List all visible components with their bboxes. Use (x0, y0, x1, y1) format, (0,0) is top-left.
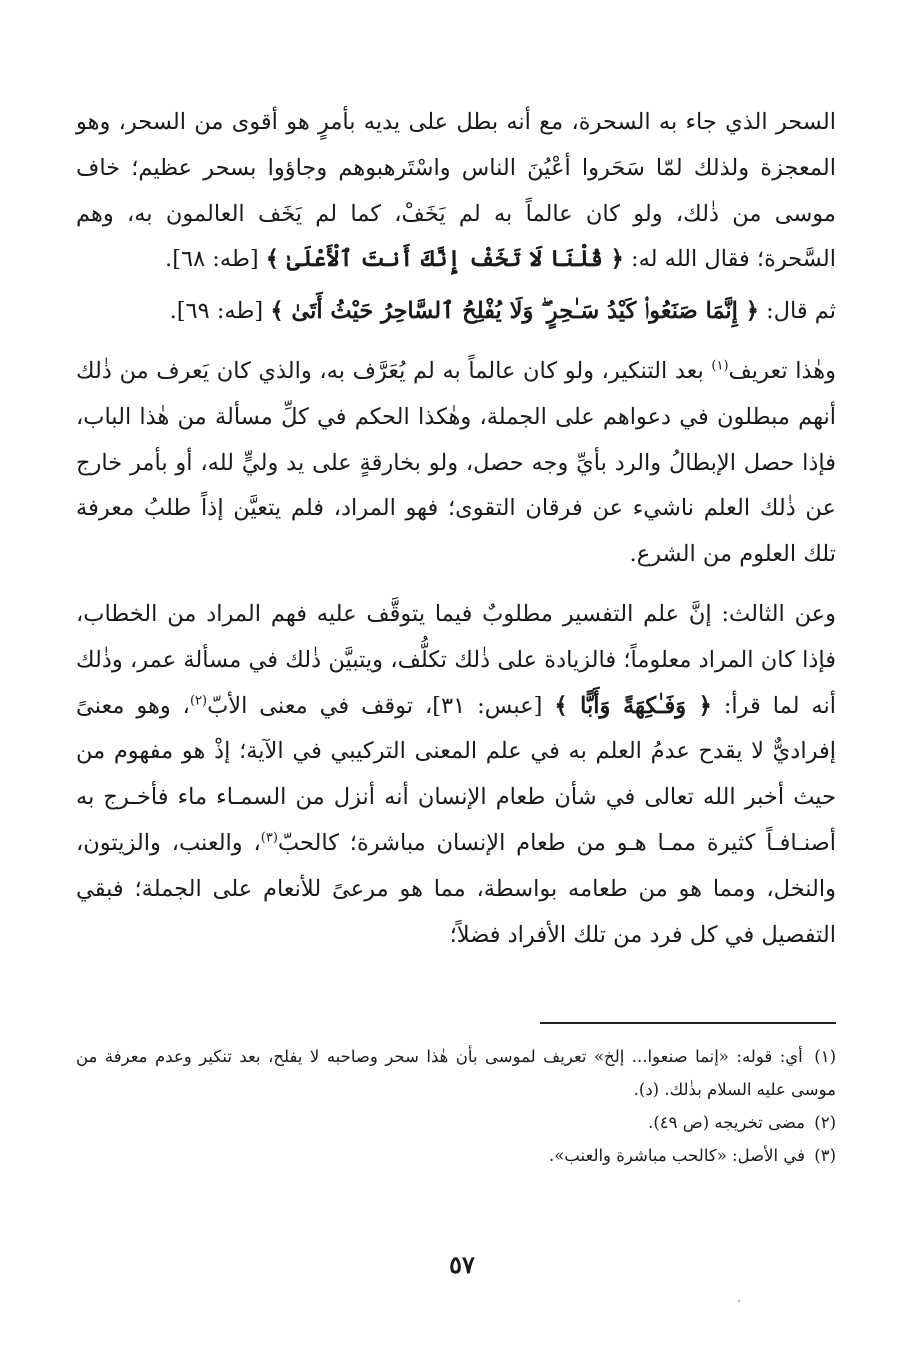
verse-reference: [طه: ٦٨]. (165, 246, 259, 273)
paragraph-text: السحر الذي جاء به السحرة، مع أنه بطل على يديه بأمرٍ هو أقوى من السحر، وهو المعجزة ولذلك لمّا سَحَروا أعْيُنَ الناس واسْتَرهبوهم وجاؤوا بسحر عظيم؛ خاف موسى من ذٰلك، ولو كان عالماً به لم يَخَفْ، كما لم يَخَف العالمون به، وهم السَّحرة؛ فقال الله له: (76, 109, 836, 273)
footnote-number: (٣) (814, 1146, 836, 1165)
footnote-text: أي: قوله: «إنما صنعوا... إلخ» تعريف لموسى بأن هٰذا سحر وصاحبه لا يفلح، بعد تنكير وعدم معرفة من موسى عليه السلام بذٰلك. (د). (76, 1047, 836, 1099)
quran-verse: ﴿ وَفَـٰكِهَةً وَأَبًّا ﴾ (554, 692, 712, 719)
paragraph-text: ثم قال: (766, 298, 836, 325)
quran-verse: ﴿ قُلْنَا لَا تَخَفْ إِنَّكَ أَنتَ ٱلْأَعْلَىٰ ﴾ (265, 246, 624, 273)
paragraph (76, 289, 836, 335)
footnote-marker[interactable]: (٣) (260, 830, 278, 846)
paragraph-text: ، والعنب، والزيتون، والنخل، ومما هو من طعامه بواسطة، مما هو مرعىً للأنعام على الجملة؛ فبقي التفصيل في كل فرد من تلك الأفراد فضلاً؛ (76, 829, 836, 948)
footnote (76, 1040, 836, 1106)
paragraph-text: [عبس: ٣١]، توقف في معنى الأبّ (207, 692, 543, 719)
paragraph (76, 592, 836, 958)
main-text (76, 100, 836, 958)
footnote-marker[interactable]: (١) (711, 358, 729, 374)
quran-verse: ﴿ إِنَّمَا صَنَعُوا۟ كَيْدُ سَـٰحِرٍ ۖ وَلَا يُفْلِحُ ٱلسَّاحِرُ حَيْثُ أَتَىٰ ﴾ (270, 298, 759, 325)
paragraph-text: ، وهو معنىً إفراديٌّ لا يقدح عدمُ العلم به في علم المعنى التركيبي في الآية؛ إذْ هو مفهوم من حيث أخبر الله تعالى في شأن طعام الإنسان أنه أنزل من السمـاء ماء فأخـرج به أصنـافـاً كثيرة ممـا هـو من طعام الإنسان مباشرة؛ كالحبّ (76, 692, 836, 856)
footnote-divider (540, 1022, 836, 1024)
footnote-text: في الأصل: «كالحب مباشرة والعنب». (548, 1146, 805, 1165)
paragraph-text: وعن الثالث: إنَّ علم التفسير مطلوبٌ فيما يتوقَّف عليه فهم المراد من الخطاب، فإذا كان المراد معلوماً؛ فالزيادة على ذٰلك تكلُّف، ويتبيَّن ذٰلك في مسألة عمر، وذٰلك أنه لما قرأ: (76, 600, 836, 719)
page-number: ٥٧ (449, 1250, 475, 1279)
paragraph (76, 100, 836, 283)
footnote (76, 1139, 836, 1172)
footnote-number: (٢) (814, 1113, 836, 1132)
footnote (76, 1106, 836, 1139)
footnote-text: مضى تخريجه (ص ٤٩). (648, 1113, 805, 1132)
footnote-marker[interactable]: (٢) (189, 693, 208, 709)
footnote-number: (١) (814, 1047, 836, 1066)
footnotes (76, 1040, 836, 1172)
paragraph-text: وهٰذا تعريف (728, 357, 836, 384)
paragraph-text: بعد التنكير، ولو كان عالماً به لم يُعَرَّف به، والذي كان يَعرف من ذٰلك أنهم مبطلون في دعواهم على الجملة، وهٰكذا الحكم في كلِّ مسألة من هٰذا الباب، فإذا حصل الإبطالُ والرد بأيِّ وجه حصل، ولو بخارقةٍ على يد وليٍّ لله، أو بأمر خارج عن ذٰلك العلم ناشيء عن فرقان التقوى؛ فهو المراد، فلم يتعيَّن إذاً طلبُ معرفة تلك العلوم من الشرع. (76, 357, 836, 568)
paragraph (76, 349, 836, 578)
scan-speck (738, 1300, 740, 1302)
verse-reference: [طه: ٦٩]. (169, 298, 264, 325)
